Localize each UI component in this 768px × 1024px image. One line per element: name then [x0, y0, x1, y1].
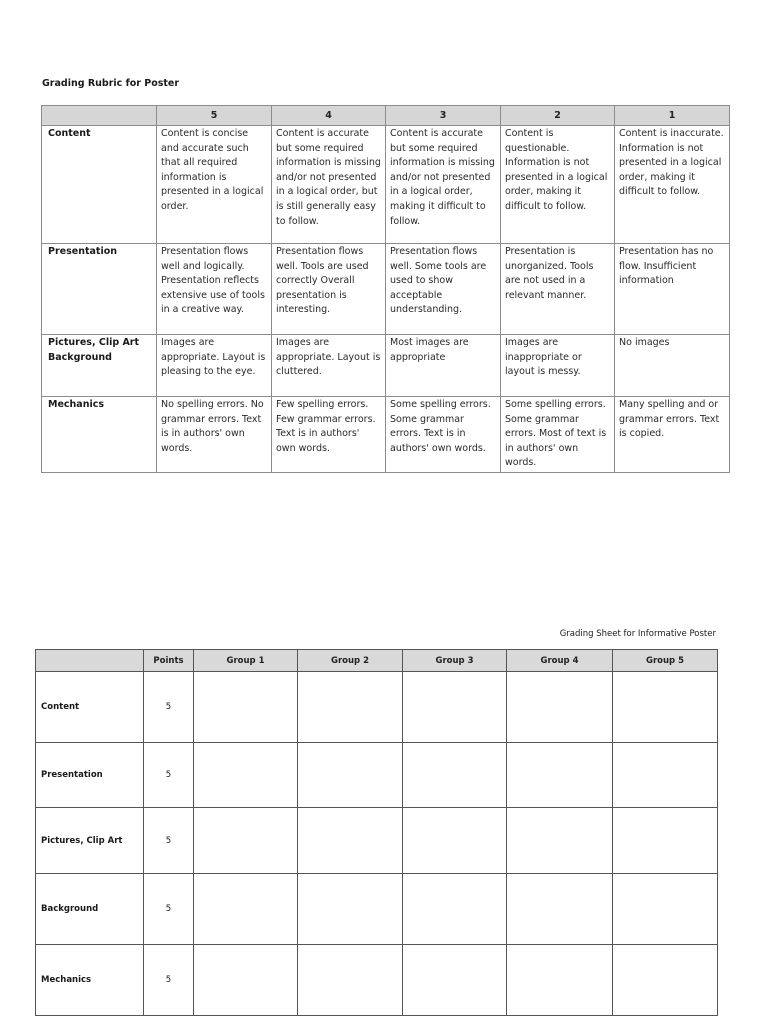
- grading-score-cell-group-4[interactable]: [507, 945, 613, 1016]
- rubric-cell: Presentation is unorganized. Tools are not used in a relevant manner.: [501, 244, 615, 335]
- grading-row-pictures: [36, 808, 718, 874]
- rubric-cell: Some spelling errors. Some grammar errors. Text is in authors' own words.: [386, 397, 501, 473]
- rubric-header-empty: [42, 106, 157, 126]
- grading-row-content: [36, 672, 718, 743]
- grading-points-cell: 5: [144, 945, 194, 1016]
- grading-header-group-2: Group 2: [298, 650, 403, 672]
- rubric-row-label: Mechanics: [42, 397, 157, 473]
- rubric-cell: Many spelling and or grammar errors. Text is copied.: [615, 397, 730, 473]
- rubric-row-label: Content: [42, 126, 157, 244]
- rubric-row-content: [42, 126, 730, 244]
- rubric-cell: No images: [615, 335, 730, 397]
- rubric-header-score-3: 3: [386, 106, 501, 126]
- rubric-cell: Few spelling errors. Few grammar errors. Text is in authors' own words.: [272, 397, 386, 473]
- grading-score-cell-group-5[interactable]: [613, 672, 718, 743]
- grading-score-cell-group-4[interactable]: [507, 672, 613, 743]
- grading-header-group-4: Group 4: [507, 650, 613, 672]
- rubric-title: Grading Rubric for Poster: [42, 78, 180, 89]
- grading-score-cell-group-3[interactable]: [403, 743, 507, 808]
- rubric-cell: Content is accurate but some required information is missing and/or not presented in a logical order, but is still generally easy to follow.: [272, 126, 386, 244]
- rubric-cell: Content is inaccurate. Information is not presented in a logical order, making it difficult to follow.: [615, 126, 730, 244]
- grading-header-points: Points: [144, 650, 194, 672]
- grading-points-cell: 5: [144, 874, 194, 945]
- grading-points-cell: 5: [144, 672, 194, 743]
- grading-score-cell-group-2[interactable]: [298, 743, 403, 808]
- grading-score-cell-group-2[interactable]: [298, 945, 403, 1016]
- grading-row-label: Pictures, Clip Art: [36, 808, 144, 874]
- grading-score-cell-group-2[interactable]: [298, 672, 403, 743]
- grading-row-background: [36, 874, 718, 945]
- rubric-cell: Images are inappropriate or layout is messy.: [501, 335, 615, 397]
- grading-score-cell-group-3[interactable]: [403, 672, 507, 743]
- grading-score-cell-group-3[interactable]: [403, 808, 507, 874]
- grading-score-cell-group-1[interactable]: [194, 672, 298, 743]
- grading-row-label: Background: [36, 874, 144, 945]
- rubric-cell: Presentation flows well. Some tools are used to show acceptable understanding.: [386, 244, 501, 335]
- rubric-header-score-5: 5: [157, 106, 272, 126]
- rubric-row-mechanics: [42, 397, 730, 473]
- grading-score-cell-group-3[interactable]: [403, 945, 507, 1016]
- grading-row-presentation: [36, 743, 718, 808]
- rubric-row-label: Pictures, Clip Art Background: [42, 335, 157, 397]
- rubric-cell: Presentation flows well and logically. Presentation reflects extensive use of tools in a creative way.: [157, 244, 272, 335]
- grading-score-cell-group-5[interactable]: [613, 808, 718, 874]
- rubric-header-score-1: 1: [615, 106, 730, 126]
- grading-row-label: Presentation: [36, 743, 144, 808]
- rubric-row-pictures: [42, 335, 730, 397]
- grading-score-cell-group-5[interactable]: [613, 945, 718, 1016]
- grading-score-cell-group-2[interactable]: [298, 874, 403, 945]
- grading-score-cell-group-5[interactable]: [613, 743, 718, 808]
- rubric-cell: Content is concise and accurate such that all required information is presented in a logical order.: [157, 126, 272, 244]
- rubric-cell: Presentation has no flow. Insufficient information: [615, 244, 730, 335]
- rubric-header-score-4: 4: [272, 106, 386, 126]
- grading-header-group-1: Group 1: [194, 650, 298, 672]
- rubric-cell: Content is accurate but some required information is missing and/or not presented in a logical order, making it difficult to follow.: [386, 126, 501, 244]
- grading-score-cell-group-1[interactable]: [194, 743, 298, 808]
- rubric-cell: No spelling errors. No grammar errors. Text is in authors' own words.: [157, 397, 272, 473]
- grading-score-cell-group-2[interactable]: [298, 808, 403, 874]
- rubric-header-row: [42, 106, 730, 126]
- grading-score-cell-group-5[interactable]: [613, 874, 718, 945]
- grading-header-group-5: Group 5: [613, 650, 718, 672]
- grading-row-label: Mechanics: [36, 945, 144, 1016]
- grading-score-cell-group-1[interactable]: [194, 808, 298, 874]
- grading-score-cell-group-4[interactable]: [507, 743, 613, 808]
- grading-header-group-3: Group 3: [403, 650, 507, 672]
- rubric-header-score-2: 2: [501, 106, 615, 126]
- grading-row-label: Content: [36, 672, 144, 743]
- grading-header-row: [36, 650, 718, 672]
- rubric-table: [41, 105, 730, 473]
- grading-row-mechanics: [36, 945, 718, 1016]
- rubric-row-label: Presentation: [42, 244, 157, 335]
- rubric-cell: Images are appropriate. Layout is cluttered.: [272, 335, 386, 397]
- grading-score-cell-group-4[interactable]: [507, 874, 613, 945]
- grading-score-cell-group-3[interactable]: [403, 874, 507, 945]
- grading-sheet-table: [35, 649, 718, 1016]
- grading-header-empty: [36, 650, 144, 672]
- grading-score-cell-group-4[interactable]: [507, 808, 613, 874]
- grading-sheet-title: Grading Sheet for Informative Poster: [559, 629, 716, 639]
- rubric-cell: Content is questionable. Information is not presented in a logical order, making it difficult to follow.: [501, 126, 615, 244]
- grading-points-cell: 5: [144, 743, 194, 808]
- rubric-cell: Images are appropriate. Layout is pleasing to the eye.: [157, 335, 272, 397]
- rubric-row-presentation: [42, 244, 730, 335]
- grading-points-cell: 5: [144, 808, 194, 874]
- rubric-cell: Some spelling errors. Some grammar errors. Most of text is in authors' own words.: [501, 397, 615, 473]
- rubric-cell: Most images are appropriate: [386, 335, 501, 397]
- rubric-cell: Presentation flows well. Tools are used correctly Overall presentation is interesting.: [272, 244, 386, 335]
- grading-score-cell-group-1[interactable]: [194, 874, 298, 945]
- grading-score-cell-group-1[interactable]: [194, 945, 298, 1016]
